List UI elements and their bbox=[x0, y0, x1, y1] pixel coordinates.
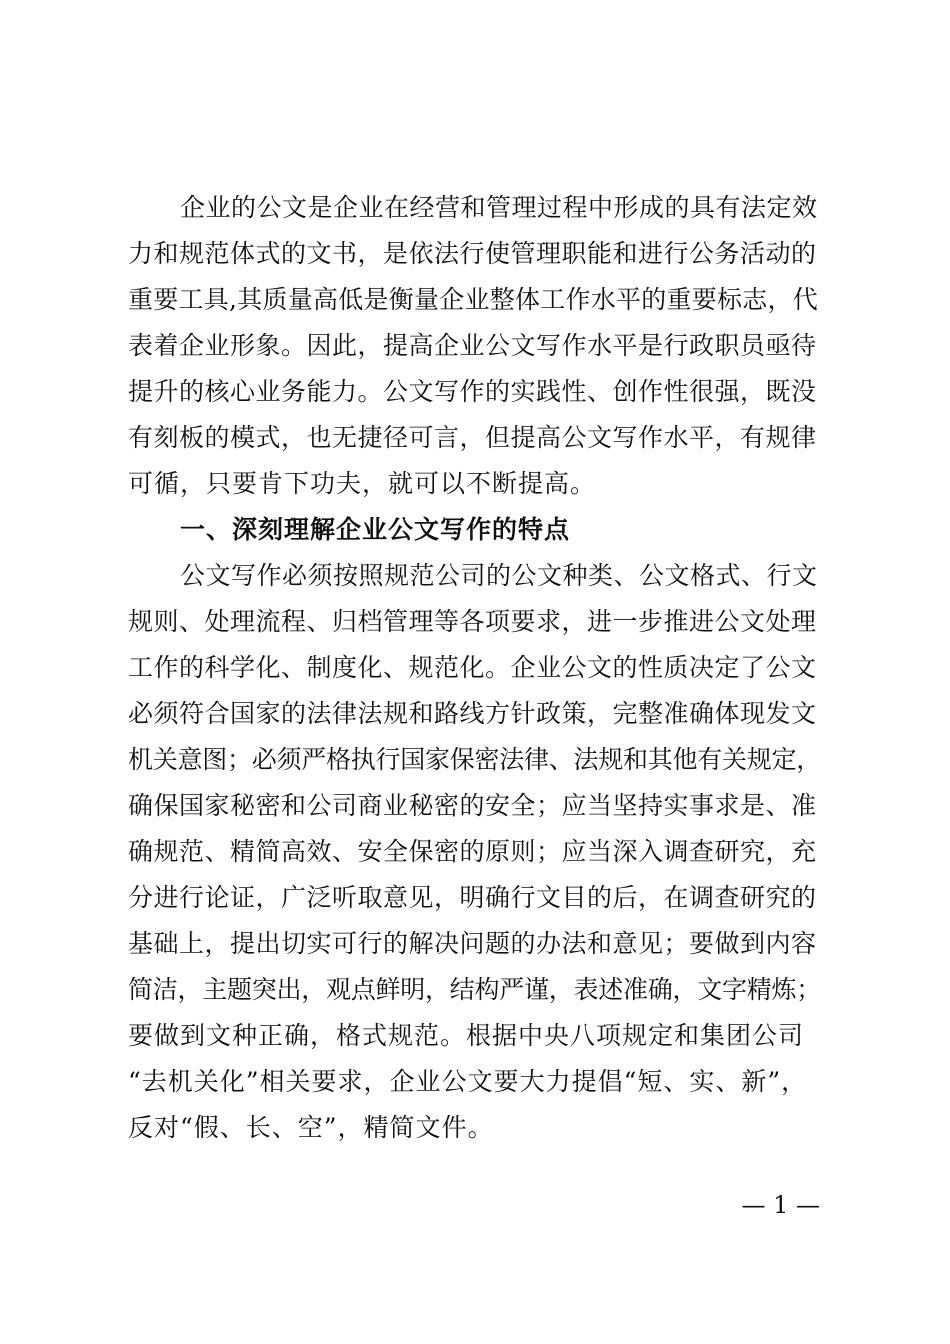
paragraph-2-line-4: 必须符合国家的法律法规和路线方针政策，完整准确体现发文 bbox=[128, 699, 817, 728]
paragraph-1-line-4: 表着企业形象。因此，提高企业公文写作水平是行政职员亟待 bbox=[128, 331, 817, 360]
paragraph-2-line-8: 分进行论证，广泛听取意见，明确行文目的后，在调查研究的 bbox=[128, 883, 817, 912]
paragraph-2-line-2: 规则、处理流程、归档管理等各项要求，进一步推进公文处理 bbox=[128, 607, 817, 636]
paragraph-2-line-9: 基础上，提出切实可行的解决问题的办法和意见；要做到内容 bbox=[128, 929, 817, 958]
section-heading: 一、深刻理解企业公文写作的特点 bbox=[180, 515, 571, 544]
paragraph-1-line-3: 重要工具,其质量高低是衡量企业整体工作水平的重要标志，代 bbox=[128, 285, 818, 314]
paragraph-2-line-12: “去机关化”相关要求，企业公文要大力提倡“短、实、新”， bbox=[128, 1067, 808, 1096]
paragraph-2-line-1: 公文写作必须按照规范公司的公文种类、公文格式、行文 bbox=[180, 561, 818, 590]
paragraph-1-line-2: 力和规范体式的文书，是依法行使管理职能和进行公务活动的 bbox=[128, 239, 817, 268]
paragraph-2-line-7: 确规范、精简高效、安全保密的原则；应当深入调查研究，充 bbox=[128, 837, 817, 866]
page-number: — 1 — bbox=[741, 1191, 820, 1219]
paragraph-1-line-1: 企业的公文是企业在经营和管理过程中形成的具有法定效 bbox=[180, 193, 818, 222]
paragraph-2-line-10: 简洁，主题突出，观点鲜明，结构严谨，表述准确，文字精炼； bbox=[128, 975, 822, 1004]
paragraph-1-line-5: 提升的核心业务能力。公文写作的实践性、创作性很强，既没 bbox=[128, 377, 817, 406]
paragraph-2-line-11: 要做到文种正确，格式规范。根据中央八项规定和集团公司 bbox=[128, 1021, 805, 1050]
paragraph-2-line-5: 机关意图；必须严格执行国家保密法律、法规和其他有关规定， bbox=[128, 745, 822, 774]
paragraph-2-line-6: 确保国家秘密和公司商业秘密的安全；应当坚持实事求是、准 bbox=[128, 791, 817, 820]
paragraph-2-line-13: 反对“假、长、空”，精简文件。 bbox=[128, 1113, 494, 1142]
paragraph-1-line-6: 有刻板的模式，也无捷径可言，但提高公文写作水平，有规律 bbox=[128, 423, 817, 452]
paragraph-2-line-3: 工作的科学化、制度化、规范化。企业公文的性质决定了公文 bbox=[128, 653, 817, 682]
paragraph-1-line-7: 可循，只要肯下功夫，就可以不断提高。 bbox=[128, 469, 597, 498]
